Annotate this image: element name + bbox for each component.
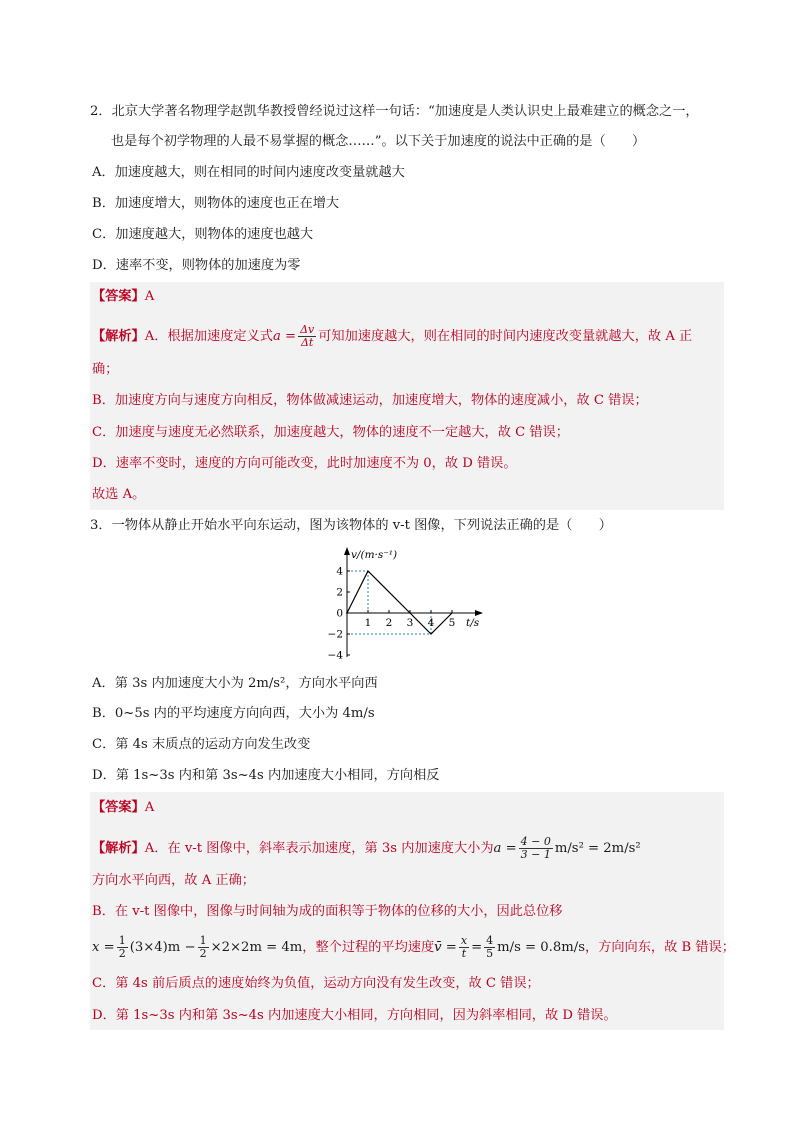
q3-analysis-b1: B．在 v-t 图像中，图像与时间轴为成的面积等于物体的位移的大小，因此总位移 xyxy=(92,904,563,919)
q3-b2-half2 xyxy=(198,935,209,960)
q3-b2-half1 xyxy=(117,935,128,960)
y-tick-label-2: 0 xyxy=(336,607,343,620)
y-tick-label-0: 4 xyxy=(336,565,343,578)
q2-formula-fraction xyxy=(298,324,316,349)
q2-option-d: D．速率不变，则物体的加速度为零 xyxy=(92,258,301,273)
q3-b2-tail: ×2×2m = 4m xyxy=(210,940,303,955)
q3-b2-text: ，整个过程的平均速度 xyxy=(302,940,435,955)
x-tick-label-4: 4 xyxy=(427,617,435,629)
x-tick-label-2: 2 xyxy=(385,617,393,629)
q2-analysis-a-cont: 确； xyxy=(92,362,119,377)
q3-b2-eq: = xyxy=(471,940,483,955)
q3-b2-45-den: 5 xyxy=(486,947,494,960)
q2-analysis-tag: 【解析】 xyxy=(92,329,145,344)
q3-answer xyxy=(92,799,154,817)
q2-option-b: B．加速度增大，则物体的速度也正在增大 xyxy=(92,196,340,211)
q3-b2-mid: (3×4)m − xyxy=(129,940,196,955)
q3-analysis-a-cont: 方向水平向西，故 A 正确； xyxy=(92,873,255,888)
q3-b2-xt-num: x xyxy=(460,934,468,947)
q2-formula-lhs: a = xyxy=(272,329,297,344)
x-tick-label-1: 1 xyxy=(364,617,372,629)
y-axis-label: v/(m·s⁻¹) xyxy=(351,549,398,561)
q3-b2-result: m/s = 0.8m/s xyxy=(497,940,585,955)
q2-formula-den: Δt xyxy=(300,336,314,349)
q3-a-lhs: a = xyxy=(493,841,517,856)
q3-analysis-b2 xyxy=(92,935,735,960)
q3-b2-half2-den: 2 xyxy=(199,947,207,960)
q3-analysis-c: C．第 4s 前后质点的速度始终为负值，运动方向没有发生改变，故 C 错误； xyxy=(92,976,540,991)
q2-formula-num: Δv xyxy=(300,323,315,336)
q2-answer xyxy=(92,288,154,306)
q3-b2-xt-den: t xyxy=(461,947,467,960)
q3-analysis-a xyxy=(92,836,641,861)
y-tick-label-4: −4 xyxy=(327,649,343,662)
q3-answer-value: A xyxy=(144,800,155,815)
q2-analysis-c: C．加速度与速度无必然联系，加速度越大，物体的速度不一定越大，故 C 错误； xyxy=(92,425,569,440)
q3-analysis-a-pre: A．在 v-t 图像中，斜率表示加速度，第 3s 内加速度大小为 xyxy=(144,841,494,856)
q2-option-a: A．加速度越大，则在相同的时间内速度改变量就越大 xyxy=(92,165,405,180)
q3-b2-half1-num: 1 xyxy=(118,934,126,947)
q2-answer-value: A xyxy=(144,289,155,304)
q3-b2-45-num: 4 xyxy=(486,934,494,947)
y-tick-label-1: 2 xyxy=(336,586,343,599)
q2-stem-line1: 2．北京大学著名物理学赵凯华教授曾经说过这样一句话：“加速度是人类认识史上最难建立的概念之一， xyxy=(90,104,699,119)
q3-analysis-d: D．第 1s~3s 内和第 3s~4s 内加速度大小相同，方向相同，因为斜率相同，故 D 错误。 xyxy=(92,1008,617,1023)
q3-option-d: D．第 1s~3s 内和第 3s~4s 内加速度大小相同，方向相反 xyxy=(92,768,440,783)
q3-b2-xt xyxy=(459,935,469,960)
q3-b2-x: x = xyxy=(92,940,115,955)
q2-stem-line2: 也是每个初学物理的人最不易掌握的概念……”。以下关于加速度的说法中正确的是（ ） xyxy=(111,134,646,149)
q3-a-num: 4 − 0 xyxy=(520,835,551,848)
q3-b2-half2-num: 1 xyxy=(199,934,207,947)
vt-graph xyxy=(320,542,490,662)
q3-option-b: B．0~5s 内的平均速度方向向西，大小为 4m/s xyxy=(92,706,375,721)
q2-analysis-b: B．加速度方向与速度方向相反，物体做减速运动，加速度增大，物体的速度减小，故 C 错误； xyxy=(92,393,648,408)
q3-a-den: 3 − 1 xyxy=(520,848,551,861)
q3-b2-45 xyxy=(484,935,495,960)
q2-option-c: C．加速度越大，则物体的速度也越大 xyxy=(92,227,314,242)
q3-b2-end: ，方向向东，故 B 错误； xyxy=(584,940,735,955)
q3-a-post: m/s² = 2m/s² xyxy=(554,841,641,856)
q3-b2-half1-den: 2 xyxy=(118,947,126,960)
q2-conclusion: 故选 A。 xyxy=(92,487,146,502)
q2-analysis-a xyxy=(92,324,692,349)
q3-analysis-tag: 【解析】 xyxy=(92,841,145,856)
x-tick-label-5: 5 xyxy=(448,617,456,629)
q3-option-c: C．第 4s 末质点的运动方向发生改变 xyxy=(92,737,311,752)
q2-analysis-d: D．速率不变时，速度的方向可能改变，此时加速度不为 0，故 D 错误。 xyxy=(92,456,517,471)
q3-b2-vbar: v̄ = xyxy=(434,940,457,955)
q2-analysis-a-pre: A．根据加速度定义式 xyxy=(144,329,273,344)
q3-option-a: A．第 3s 内加速度大小为 2m/s²，方向水平向西 xyxy=(92,676,378,691)
x-axis-label: t/s xyxy=(466,617,480,629)
q3-answer-tag: 【答案】 xyxy=(92,800,145,815)
velocity-series-line xyxy=(347,571,452,634)
q2-analysis-a-post: 可知加速度越大，则在相同的时间内速度改变量就越大，故 A 正 xyxy=(318,329,693,344)
q3-a-fraction xyxy=(519,836,553,861)
q2-answer-tag: 【答案】 xyxy=(92,289,145,304)
y-tick-label-3: −2 xyxy=(327,628,343,641)
x-tick-label-3: 3 xyxy=(406,617,414,629)
q3-stem: 3．一物体从静止开始水平向东运动，图为该物体的 v-t 图像，下列说法正确的是（ ） xyxy=(90,518,612,533)
